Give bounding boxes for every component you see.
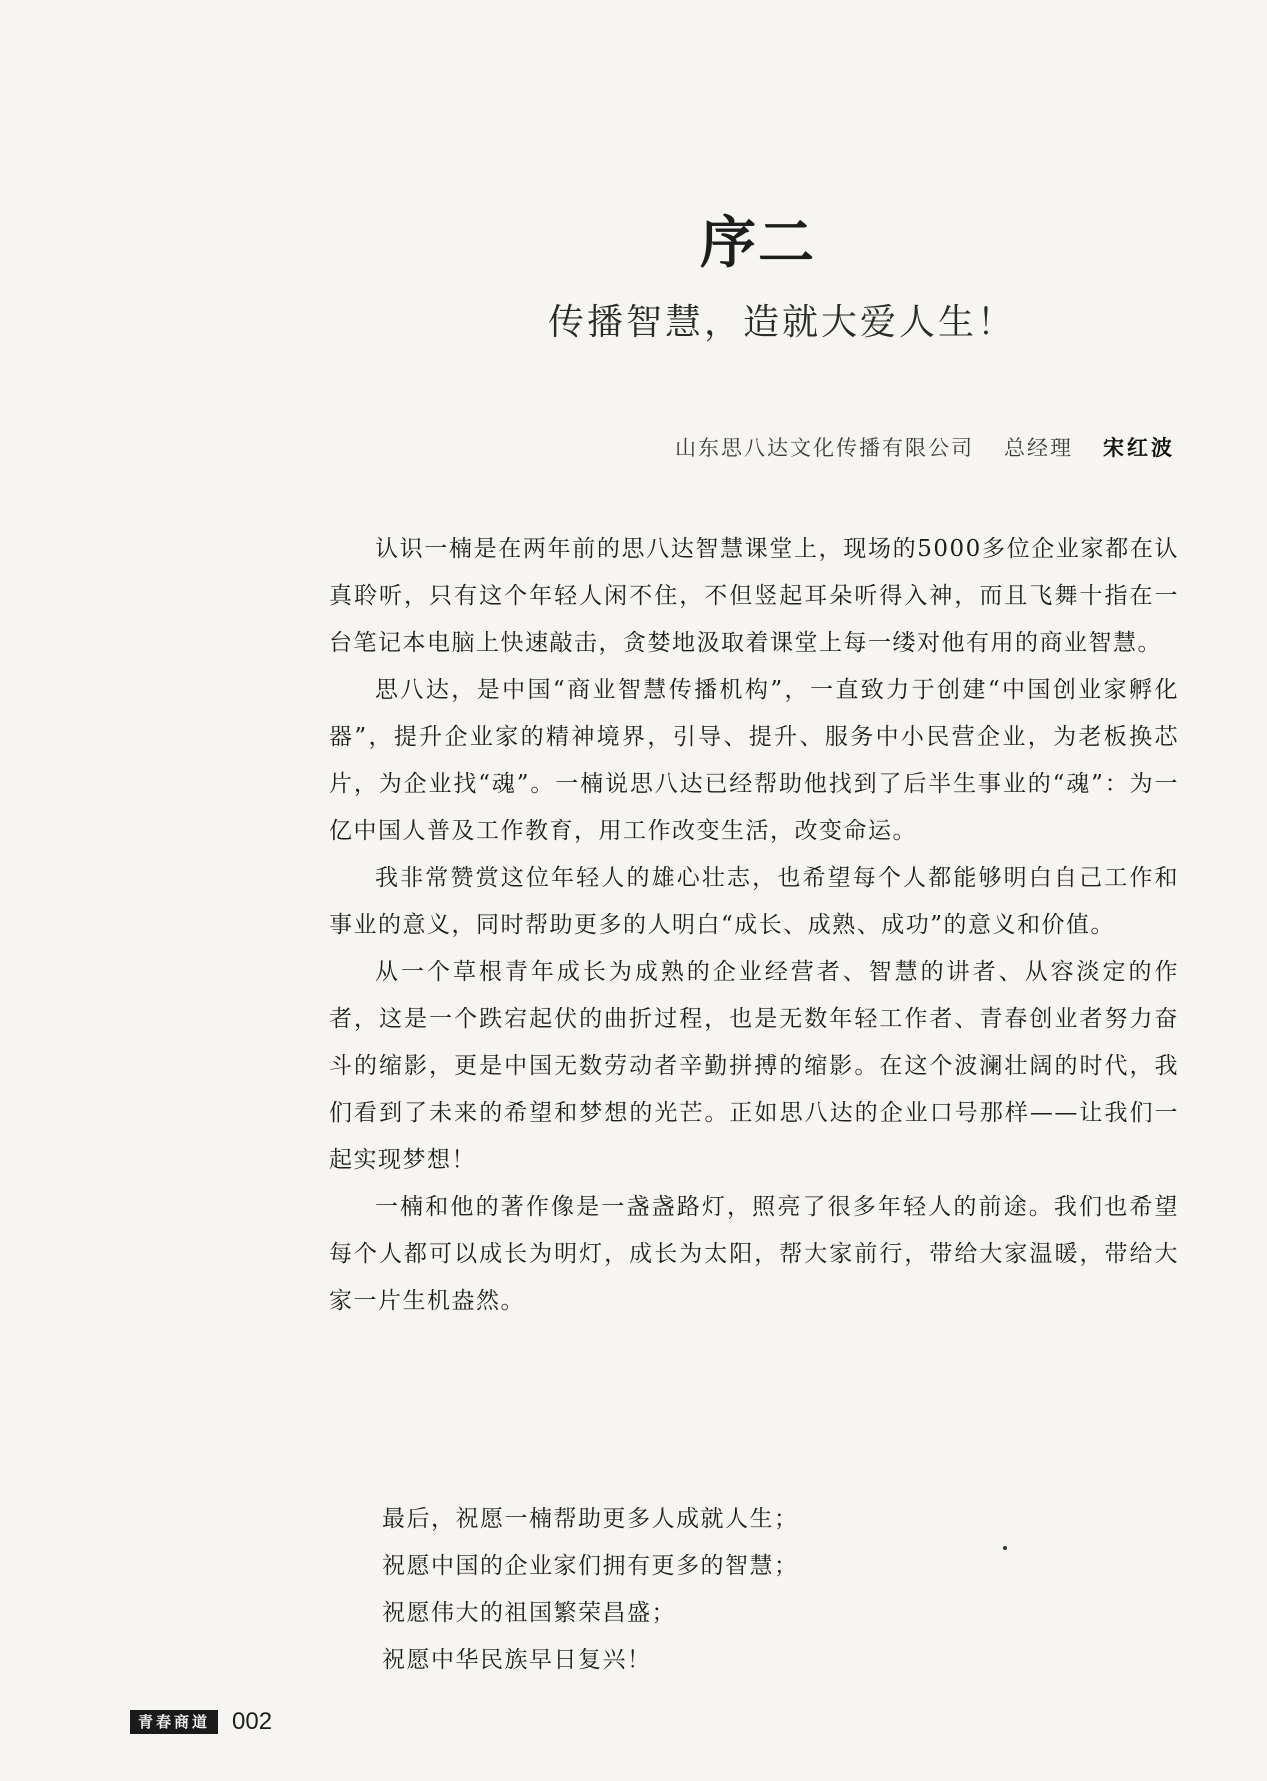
byline-name: 宋红波 [1103, 435, 1175, 460]
body-paragraph: 我非常赞赏这位年轻人的雄心壮志，也希望每个人都能够明白自己工作和事业的意义，同时帮助更多的人明白“成长、成熟、成功”的意义和价值。 [329, 865, 1179, 938]
closing-line: 最后，祝愿一楠帮助更多人成就人生； [382, 1506, 799, 1532]
body-paragraph: 思八达，是中国“商业智慧传播机构”，一直致力于创建“中国创业家孵化器”，提升企业家的精神境界，引导、提升、服务中小民营企业，为老板换芯片，为企业找“魂”。一楠说思八达已经帮助他找到了后半生事业的“魂”：为一亿中国人普及工作教育，用工作改变生活，改变命运。 [329, 677, 1179, 844]
series-logo: 青春商道 [130, 1710, 218, 1734]
body-paragraph: 认识一楠是在两年前的思八达智慧课堂上，现场的5000多位企业家都在认真聆听，只有这个年轻人闲不住，不但竖起耳朵听得入神，而且飞舞十指在一台笔记本电脑上快速敲击，贪婪地汲取着课堂上每一缕对他有用的商业智慧。 [329, 536, 1179, 656]
body-paragraph: 一楠和他的著作像是一盏盏路灯，照亮了很多年轻人的前途。我们也希望每个人都可以成长为明灯，成长为太阳，帮大家前行，带给大家温暖，带给大家一片生机盎然。 [329, 1194, 1179, 1314]
body-paragraph: 从一个草根青年成长为成熟的企业经营者、智慧的讲者、从容淡定的作者，这是一个跌宕起伏的曲折过程，也是无数年轻工作者、青春创业者努力奋斗的缩影，更是中国无数劳动者辛勤拼搏的缩影。在这个波澜壮阔的时代，我们看到了未来的希望和梦想的光芒。正如思八达的企业口号那样——让我们一起实现梦想！ [329, 959, 1179, 1173]
byline-role: 总经理 [1004, 436, 1073, 460]
closing-wishes [382, 1496, 1142, 1684]
body-text [329, 526, 1179, 1325]
page-subtitle: 传播智慧，造就大爱人生！ [548, 302, 1017, 343]
print-speck [1003, 1546, 1007, 1550]
page-number: 002 [232, 1708, 273, 1735]
page-title: 序二 [700, 210, 816, 276]
byline-company: 山东思八达文化传播有限公司 [675, 436, 974, 460]
closing-line: 祝愿中国的企业家们拥有更多的智慧； [382, 1553, 799, 1579]
author-byline [675, 432, 1175, 464]
closing-line: 祝愿伟大的祖国繁荣昌盛； [382, 1600, 676, 1626]
closing-line: 祝愿中华民族早日复兴！ [382, 1647, 652, 1673]
